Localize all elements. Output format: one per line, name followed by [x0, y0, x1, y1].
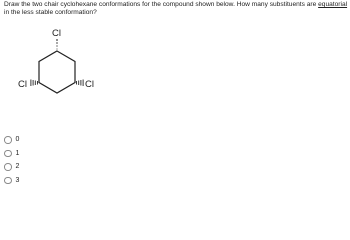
answer-options: [4, 133, 19, 187]
option-1[interactable]: [4, 147, 19, 161]
right-hashed-wedge: [77, 80, 84, 87]
radio-button-icon[interactable]: [4, 136, 12, 144]
option-label: 0: [15, 136, 20, 144]
option-2[interactable]: [4, 160, 19, 174]
cyclohexane-ring: [39, 51, 75, 93]
top-hashed-wedge: [56, 40, 58, 49]
question-underlined-word: equatorial: [318, 1, 348, 8]
substituent-right: Cl: [85, 79, 94, 90]
substituent-top: Cl: [52, 28, 61, 39]
option-3[interactable]: [4, 174, 19, 188]
option-label: 1: [15, 149, 20, 157]
option-label: 2: [15, 163, 20, 171]
radio-button-icon[interactable]: [4, 177, 12, 185]
radio-button-icon[interactable]: [4, 150, 12, 158]
question-text-part2: in the less stable conformation?: [4, 9, 97, 17]
option-label: 3: [15, 176, 20, 184]
substituent-left: Cl: [18, 79, 27, 90]
option-0[interactable]: [4, 133, 19, 147]
question-text-part1: Draw the two chair cyclohexane conformations for the compound shown below. How many substituents are: [4, 1, 319, 8]
radio-button-icon[interactable]: [4, 163, 12, 171]
left-hashed-wedge: [31, 80, 38, 87]
